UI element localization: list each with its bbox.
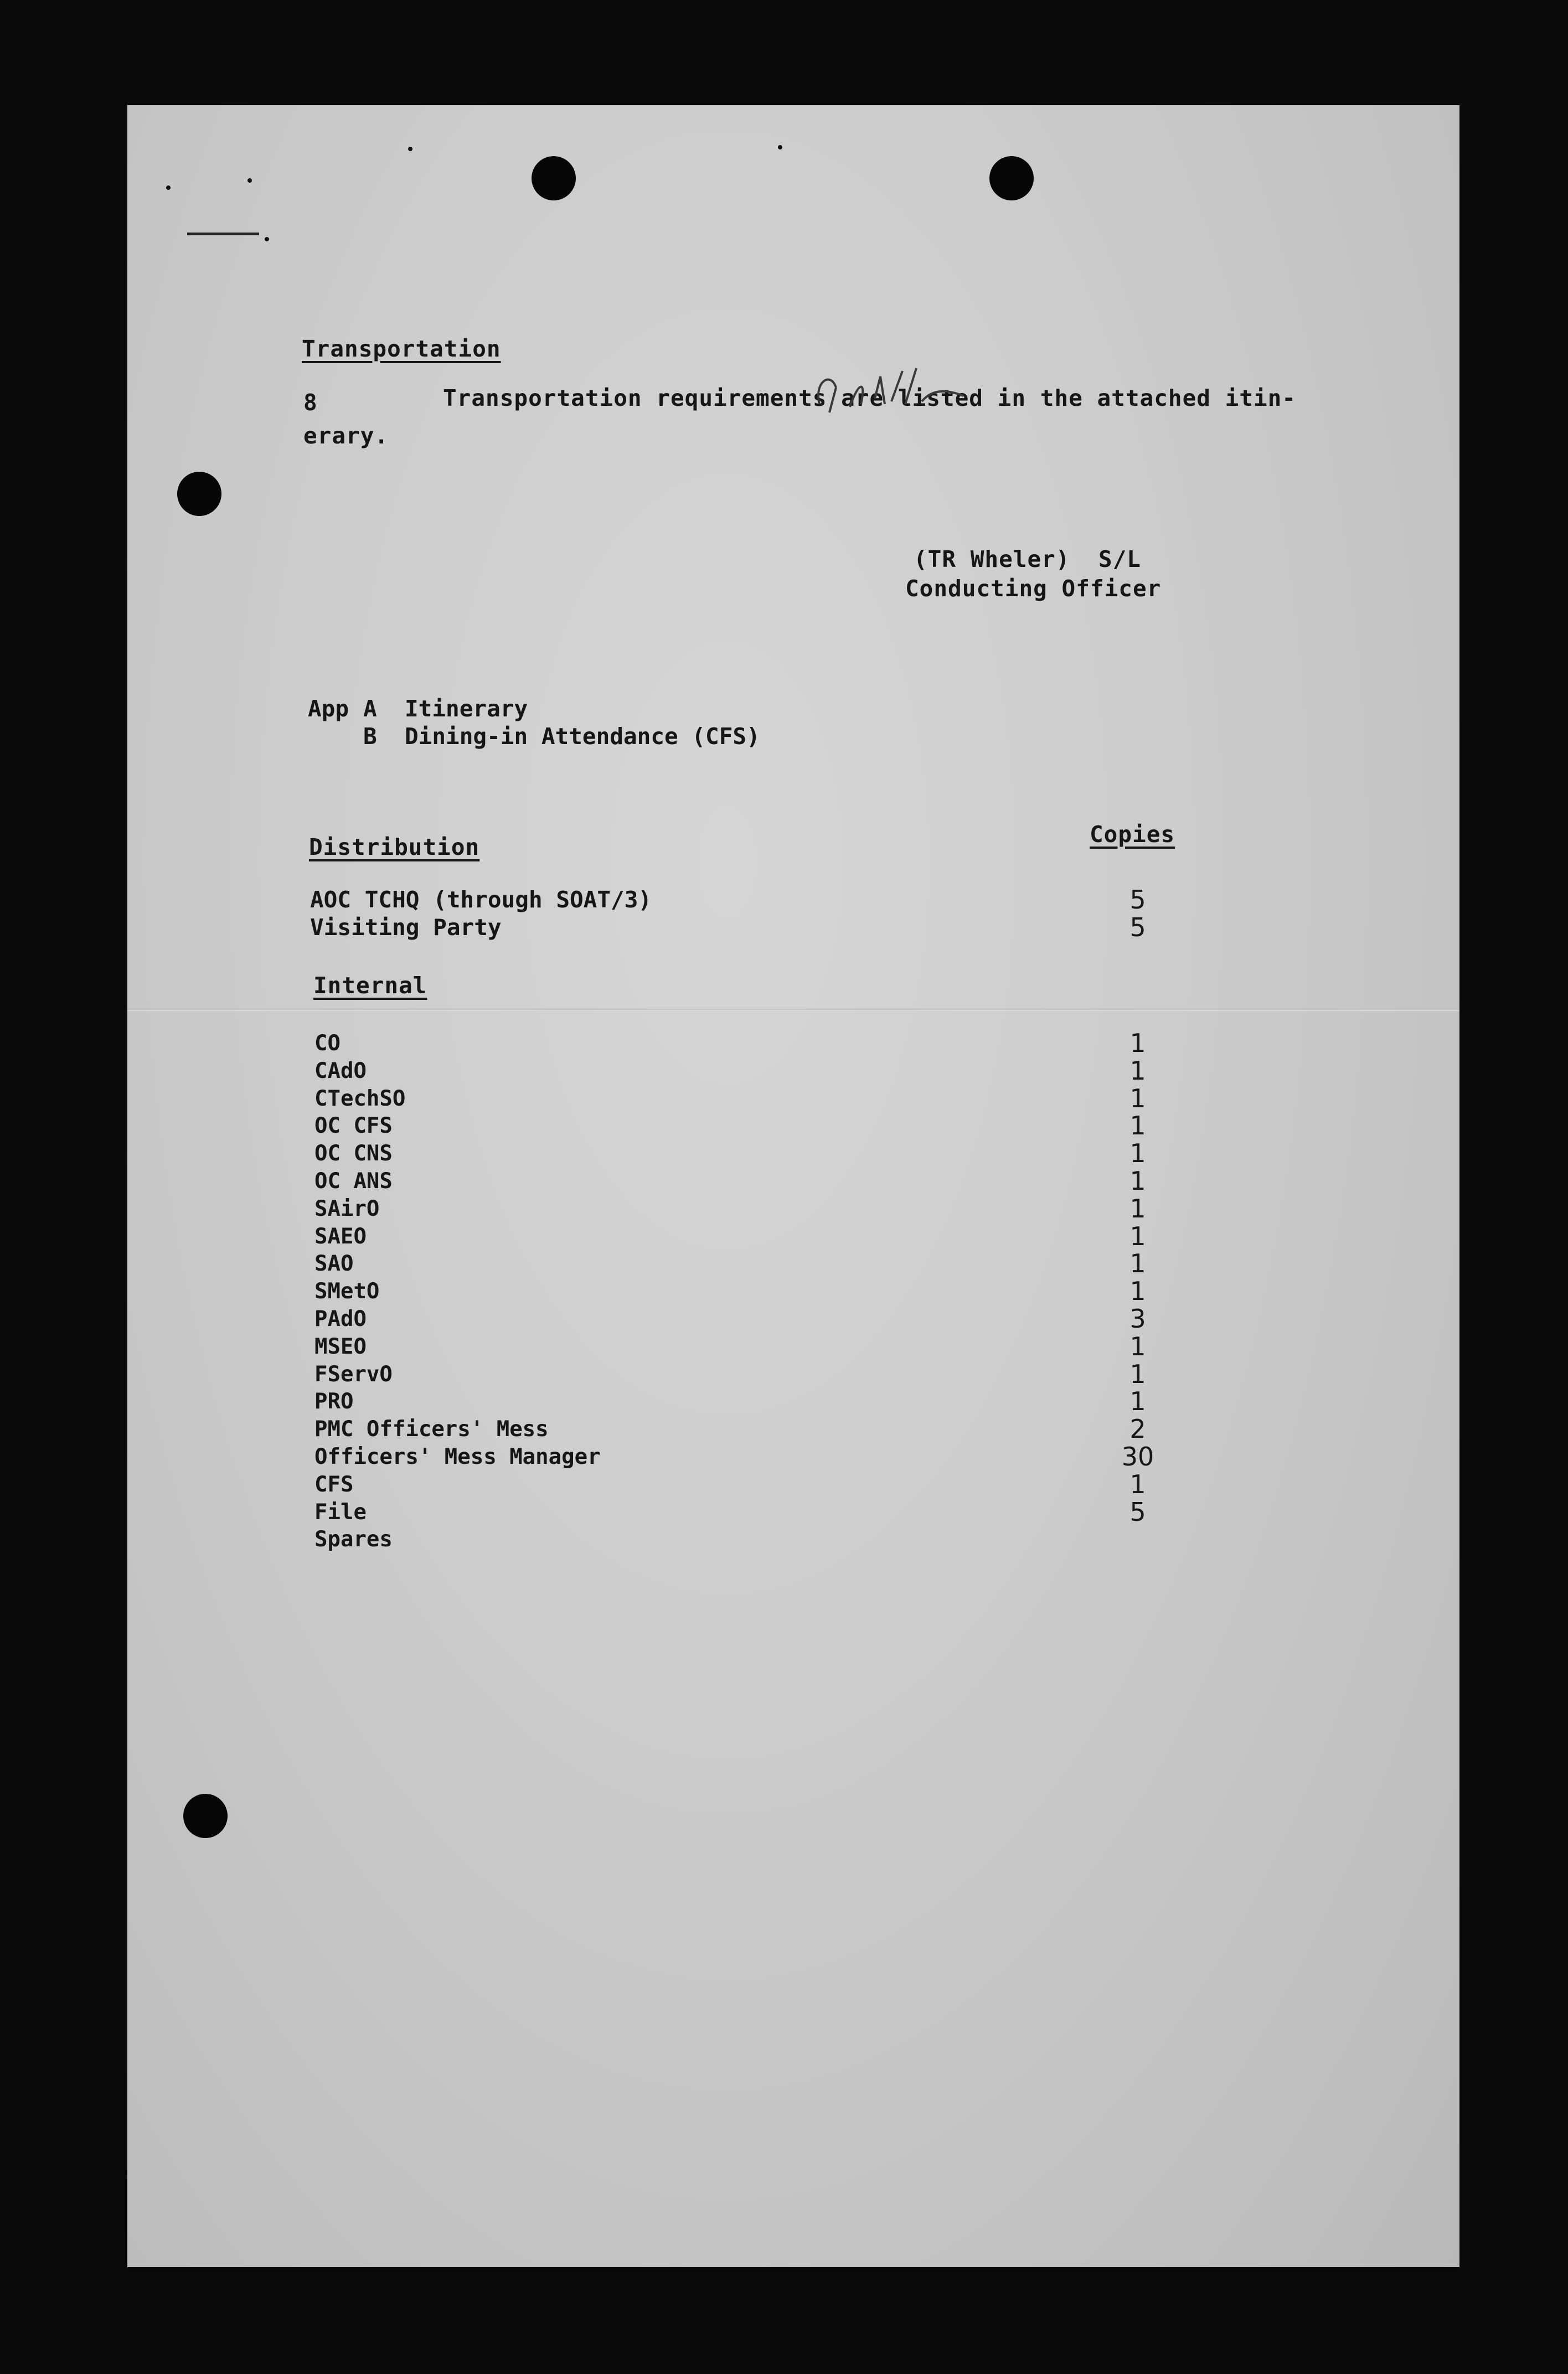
distribution-row: [314, 1112, 1163, 1140]
distribution-row: [314, 1250, 1163, 1278]
recipient-name: Spares: [314, 1527, 393, 1552]
appendix-prefix: App: [308, 695, 349, 722]
distribution-row: [314, 1085, 1163, 1113]
copies-count: 1: [1129, 1248, 1146, 1279]
paragraph-number: 8: [303, 389, 318, 416]
distribution-row: [314, 1416, 1163, 1443]
copies-heading: Copies: [1090, 821, 1175, 848]
recipient-name: Officers' Mess Manager: [314, 1444, 601, 1469]
copies-count: 1: [1129, 1138, 1146, 1169]
copies-count: 1: [1129, 1359, 1146, 1389]
appendix-item: [308, 722, 760, 750]
recipient-name: PRO: [314, 1389, 354, 1415]
appendix-letter: A: [363, 695, 377, 722]
distribution-row: [314, 1278, 1163, 1305]
speck: [408, 147, 412, 151]
speck: [247, 178, 252, 183]
recipient-name: CAdO: [314, 1058, 367, 1083]
copies-count: 1: [1129, 1276, 1146, 1307]
signatory-name: (TR Wheler) S/L: [914, 546, 1141, 572]
distribution-row: [314, 1030, 1163, 1057]
distribution-row: [314, 1471, 1163, 1499]
copies-count: 1: [1129, 1111, 1146, 1141]
internal-heading: Internal: [313, 972, 427, 999]
copies-count: 1: [1129, 1083, 1146, 1113]
distribution-row: [314, 1333, 1163, 1361]
distribution-row: [314, 1195, 1163, 1223]
punch-hole: [532, 156, 576, 200]
copies-count: 1: [1129, 1331, 1146, 1361]
appendix-title: Itinerary: [405, 695, 528, 722]
distribution-row: [310, 886, 1163, 914]
copies-count: 30: [1121, 1441, 1154, 1472]
distribution-row: [314, 1305, 1163, 1333]
recipient-name: OC ANS: [314, 1168, 393, 1194]
copies-count: 5: [1129, 1496, 1146, 1527]
recipient-name: File: [314, 1499, 367, 1525]
recipient-name: PMC Officers' Mess: [314, 1417, 549, 1442]
appendix-list: [308, 695, 760, 750]
speck: [166, 185, 171, 190]
distribution-row: [314, 1140, 1163, 1168]
external-distribution-list: [310, 886, 1163, 941]
copies-count: 3: [1129, 1303, 1146, 1334]
signatory-title: Conducting Officer: [905, 575, 1162, 602]
recipient-name: MSEO: [314, 1334, 367, 1359]
recipient-name: SAEO: [314, 1224, 367, 1249]
handwritten-signature: [797, 349, 1008, 421]
distribution-row: [314, 1223, 1163, 1251]
appendix-letter: B: [363, 723, 377, 750]
internal-distribution-list: [314, 1030, 1163, 1554]
recipient-name: CO: [314, 1031, 341, 1056]
copies-count: 1: [1129, 1193, 1146, 1224]
distribution-row: [314, 1165, 1163, 1196]
copies-count: 5: [1129, 912, 1146, 942]
recipient-name: FServO: [314, 1361, 393, 1387]
distribution-row: [314, 1361, 1163, 1389]
distribution-row: [314, 1496, 1163, 1527]
copies-count: 1: [1129, 1469, 1146, 1499]
copies-count: 5: [1129, 885, 1146, 915]
distribution-row: [314, 1443, 1163, 1471]
punch-hole: [177, 472, 221, 516]
paragraph-text-continued: erary.: [303, 422, 389, 449]
appendix-prefix: [308, 722, 363, 750]
punch-hole: [183, 1794, 228, 1838]
copies-count: 1: [1129, 1055, 1146, 1086]
recipient-name: OC CNS: [314, 1141, 393, 1167]
recipient-name: SMetO: [314, 1279, 380, 1304]
recipient-name: CTechSO: [314, 1086, 406, 1111]
distribution-row: [314, 1057, 1163, 1085]
appendix-title: Dining-in Attendance (CFS): [405, 723, 760, 750]
appendix-item: [308, 695, 760, 722]
punch-hole: [989, 156, 1034, 200]
recipient-name: AOC TCHQ (through SOAT/3): [310, 886, 652, 913]
distribution-heading: Distribution: [309, 834, 480, 860]
copies-count: [1113, 1526, 1163, 1554]
copies-count: 1: [1129, 1221, 1146, 1251]
copies-count: 2: [1129, 1414, 1146, 1444]
scratch-mark: [187, 233, 259, 235]
recipient-name: Visiting Party: [310, 914, 502, 941]
distribution-row: [314, 1388, 1163, 1416]
speck: [265, 237, 269, 241]
paragraph-text: Transportation requirements are listed in the attached itin-: [443, 385, 1297, 411]
speck: [778, 145, 782, 149]
recipient-name: OC CFS: [314, 1113, 393, 1139]
recipient-name: PAdO: [314, 1306, 367, 1331]
copies-count: 1: [1129, 1028, 1146, 1058]
distribution-row: [310, 914, 1163, 941]
copies-count: 1: [1129, 1165, 1146, 1196]
distribution-row: [314, 1526, 1163, 1554]
transportation-heading: Transportation: [302, 336, 501, 362]
recipient-name: SAirO: [314, 1196, 380, 1221]
copies-count: 1: [1129, 1386, 1146, 1417]
page-fold-line: [127, 1009, 1459, 1011]
recipient-name: SAO: [314, 1251, 354, 1277]
recipient-name: CFS: [314, 1472, 354, 1497]
